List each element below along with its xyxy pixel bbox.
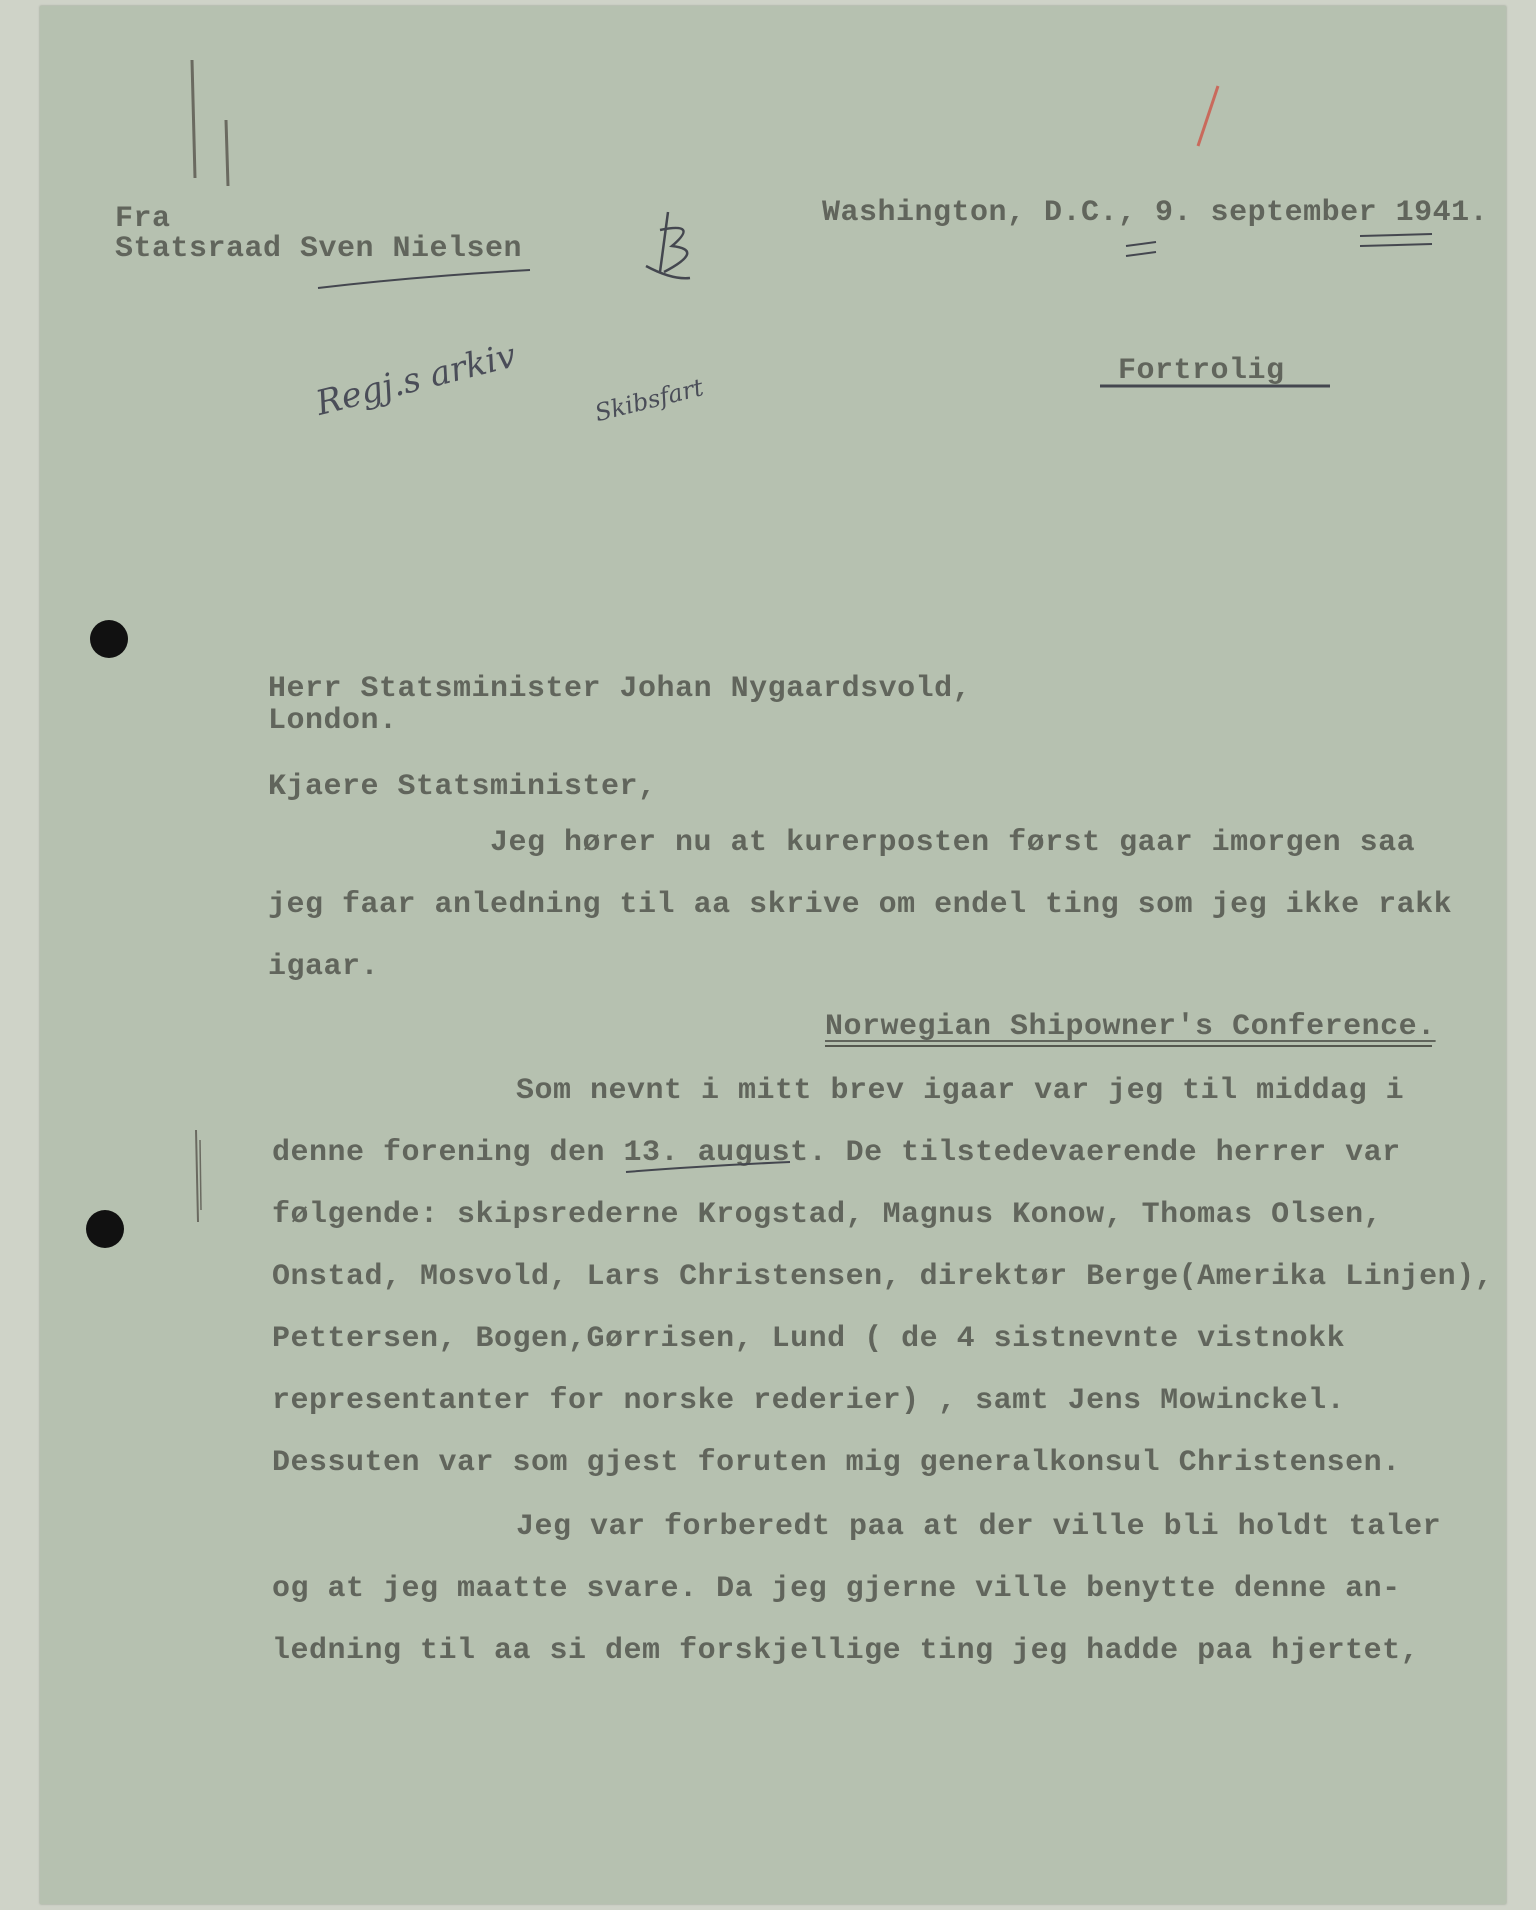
salutation: Kjaere Statsminister, — [268, 770, 657, 804]
paragraph2-line: Onstad, Mosvold, Lars Christensen, direktør Berge(Amerika Linjen), — [272, 1260, 1494, 1294]
paragraph1-line: jeg faar anledning til aa skrive om endel ting som jeg ikke rakk — [268, 888, 1453, 922]
sender-underline — [318, 270, 530, 288]
red-pencil-mark — [1198, 86, 1218, 146]
paragraph2-line: følgende: skipsrederne Krogstad, Magnus Konow, Thomas Olsen, — [272, 1198, 1383, 1232]
sender-label: Fra — [115, 202, 171, 236]
paragraph3-line: ledning til aa si dem forskjellige ting jeg hadde paa hjertet, — [272, 1634, 1420, 1668]
paragraph2-line: Som nevnt i mitt brev igaar var jeg til middag i — [516, 1074, 1405, 1108]
section-heading: Norwegian Shipowner's Conference. — [825, 1010, 1436, 1044]
handwritten-note-archive: Regj.s arkiv — [312, 335, 520, 424]
recipient-city: London. — [268, 704, 398, 738]
pencil-tick — [226, 120, 228, 186]
date-underline — [1126, 242, 1156, 246]
pencil-tick — [192, 60, 195, 178]
recipient-line: Herr Statsminister Johan Nygaardsvold, — [268, 672, 972, 706]
paragraph2-line: representanter for norske rederier) , samt Jens Mowinckel. — [272, 1384, 1346, 1418]
handwritten-initial — [646, 212, 690, 278]
paragraph1-line: igaar. — [268, 950, 380, 984]
classification-label: Fortrolig — [1118, 354, 1285, 388]
date-underline — [1126, 252, 1156, 256]
paragraph1-line: Jeg hører nu at kurerposten først gaar imorgen saa — [490, 826, 1416, 860]
year-underline — [1360, 244, 1432, 246]
august-underline — [626, 1162, 790, 1172]
sender-name: Statsraad Sven Nielsen — [115, 232, 523, 266]
paragraph2-line: Pettersen, Bogen,Gørrisen, Lund ( de 4 sistnevnte vistnokk — [272, 1322, 1346, 1356]
paragraph2-line: denne forening den 13. august. De tilstedevaerende herrer var — [272, 1136, 1401, 1170]
paragraph2-line: Dessuten var som gjest foruten mig generalkonsul Christensen. — [272, 1446, 1401, 1480]
year-underline — [1360, 234, 1432, 236]
handwritten-note-shipping: Skibsfart — [592, 373, 707, 428]
date-line: Washington, D.C., 9. september 1941. — [822, 196, 1489, 230]
margin-pencil-mark — [196, 1130, 198, 1222]
paragraph3-line: og at jeg maatte svare. Da jeg gjerne ville benytte denne an- — [272, 1572, 1401, 1606]
margin-pencil-mark — [200, 1140, 201, 1210]
paragraph3-line: Jeg var forberedt paa at der ville bli holdt taler — [516, 1510, 1442, 1544]
